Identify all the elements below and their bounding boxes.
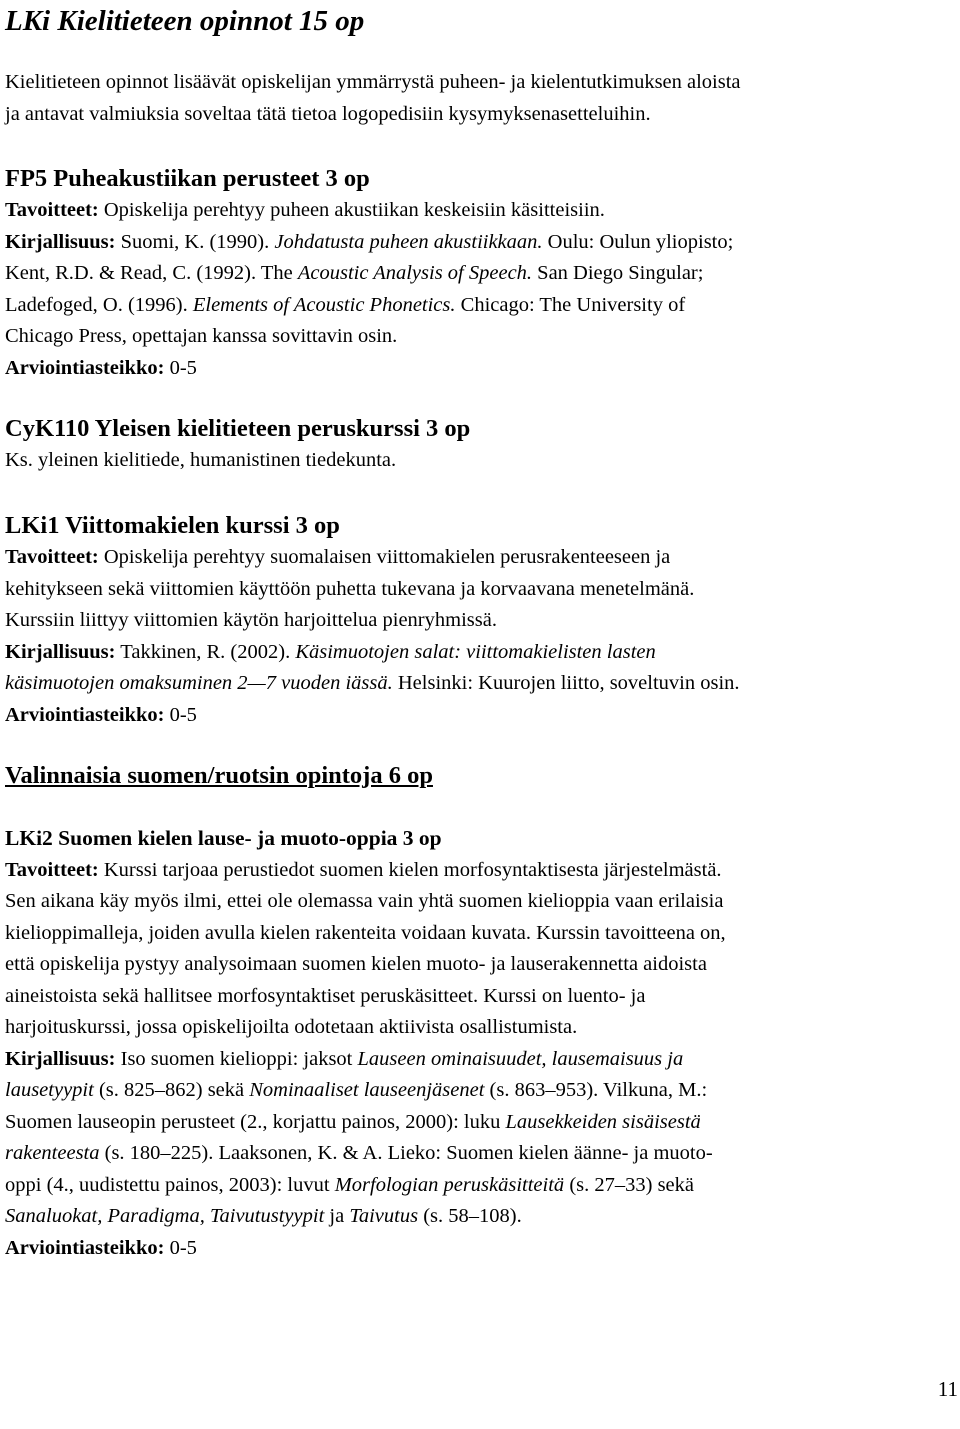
literature-title: Elements of Acoustic Phonetics. — [192, 293, 456, 316]
course-goals — [5, 195, 955, 227]
intro-paragraph — [5, 67, 955, 130]
course-heading: CyK110 Yleisen kielitieteen peruskurssi 3 op — [5, 415, 471, 442]
section-heading: Valinnaisia suomen/ruotsin opintoja 6 op — [5, 762, 433, 789]
optional-studies-section — [5, 761, 955, 791]
course-cyk110 — [5, 413, 955, 477]
literature-text: (s. 863–953). Vilkuna, M.: — [484, 1079, 708, 1101]
literature-title: Sanaluokat, Paradigma, Taivutustyypit — [5, 1205, 325, 1227]
goals-text: Kurssi tarjoaa perustiedot suomen kielen morfosyntaktisesta järjestelmästä. — [98, 858, 722, 881]
intro-line: Kielitieteen opinnot lisäävät opiskelijan ymmärrystä puheen- ja kielentutkimuksen aloista — [5, 71, 741, 93]
course-heading: LKi2 Suomen kielen lause- ja muoto-oppia 3 op — [5, 826, 442, 850]
literature-text: (s. 180–225). Laaksonen, K. & A. Lieko: Suomen kielen äänne- ja muoto- — [99, 1142, 713, 1164]
course-grading — [5, 700, 955, 732]
goals-label: Tavoitteet: — [5, 199, 99, 221]
literature-title: Nominaaliset lauseenjäsenet — [249, 1079, 485, 1101]
literature-text: Suomen lauseopin perusteet (2., korjattu painos, 2000): luku — [5, 1110, 506, 1133]
literature-title: Morfologian peruskäsitteitä — [334, 1173, 565, 1196]
literature-text: (s. 58–108). — [418, 1205, 522, 1227]
literature-text: Ladefoged, O. (1996). — [5, 293, 193, 316]
course-literature — [5, 668, 955, 700]
page-number: 11 — [937, 1377, 958, 1401]
goals-label: Tavoitteet: — [5, 546, 99, 568]
literature-title: lausetyypit — [5, 1079, 94, 1101]
grading-value: 0-5 — [164, 703, 197, 726]
course-goals: Sen aikana käy myös ilmi, ettei ole olemassa vain yhtä suomen kielioppia vaan erilaisia — [5, 890, 724, 912]
course-grading — [5, 1233, 955, 1265]
goals-label: Tavoitteet: — [5, 858, 99, 881]
course-goals: että opiskelija pystyy analysoimaan suomen kielen muoto- ja lauserakennetta aidoista — [5, 953, 707, 975]
literature-title: Lausekkeiden sisäisestä — [505, 1110, 701, 1133]
literature-text: oppi (4., uudistettu painos, 2003): luvut — [5, 1173, 335, 1196]
course-heading: LKi1 Viittomakielen kurssi 3 op — [5, 512, 340, 539]
course-goals: kehitykseen sekä viittomien käyttöön puhetta tukevana ja korvaavana menetelmänä. — [5, 577, 695, 600]
course-literature — [5, 1170, 955, 1202]
grading-label: Arviointiasteikko: — [5, 703, 165, 726]
course-heading: FP5 Puheakustiikan perusteet 3 op — [5, 165, 370, 192]
literature-label: Kirjallisuus: — [5, 1047, 116, 1070]
course-goals: harjoituskurssi, jossa opiskelijoilta odotetaan aktiivista osallistumista. — [5, 1016, 578, 1038]
literature-text: (s. 825–862) sekä — [93, 1079, 250, 1101]
grading-label: Arviointiasteikko: — [5, 356, 165, 379]
course-goals: kielioppimalleja, joiden avulla kielen rakenteita voidaan kuvata. Kurssin tavoitteena on, — [5, 921, 726, 944]
course-fp5 — [5, 163, 955, 384]
literature-text: (s. 27–33) sekä — [564, 1173, 694, 1196]
literature-title: Taivutus — [349, 1205, 419, 1227]
goals-text: Opiskelija perehtyy suomalaisen viittomakielen perusrakenteeseen ja — [98, 546, 671, 568]
course-literature — [5, 258, 955, 290]
literature-title: Acoustic Analysis of Speech. — [297, 262, 533, 284]
grading-label: Arviointiasteikko: — [5, 1236, 165, 1259]
literature-text: ja — [324, 1205, 350, 1227]
literature-text: Chicago: The University of — [455, 293, 686, 316]
course-literature — [5, 227, 955, 259]
literature-text: Iso suomen kielioppi: jaksot — [115, 1047, 358, 1070]
literature-text: Suomi, K. (1990). — [115, 230, 275, 253]
course-goals: Kurssiin liittyy viittomien käytön harjoittelua pienryhmissä. — [5, 609, 497, 631]
literature-title: Käsimuotojen salat: viittomakielisten lasten — [295, 640, 656, 663]
course-literature — [5, 1138, 955, 1170]
course-literature — [5, 1201, 955, 1233]
literature-title: rakenteesta — [5, 1142, 100, 1164]
course-lki2 — [5, 823, 955, 1264]
literature-title: Johdatusta puheen akustiikkaan. — [274, 230, 543, 253]
course-literature: Chicago Press, opettajan kanssa sovittavin osin. — [5, 325, 398, 347]
grading-value: 0-5 — [164, 1236, 197, 1259]
grading-value: 0-5 — [164, 356, 197, 379]
course-goals — [5, 855, 955, 887]
page-title: LKi Kielitieteen opinnot 15 op — [5, 5, 365, 37]
course-literature — [5, 1075, 955, 1107]
literature-text: Helsinki: Kuurojen liitto, soveltuvin osin. — [392, 672, 740, 694]
course-grading — [5, 353, 955, 385]
literature-label: Kirjallisuus: — [5, 640, 116, 663]
course-lki1 — [5, 510, 955, 731]
literature-label: Kirjallisuus: — [5, 230, 116, 253]
course-literature — [5, 637, 955, 669]
literature-title: käsimuotojen omaksuminen 2—7 vuoden iässä. — [5, 672, 393, 694]
course-literature — [5, 290, 955, 322]
course-note: Ks. yleinen kielitiede, humanistinen tiedekunta. — [5, 449, 397, 471]
literature-text: Kent, R.D. & Read, C. (1992). The — [5, 262, 298, 284]
course-goals — [5, 542, 955, 574]
course-literature — [5, 1107, 955, 1139]
course-goals: aineistoista sekä hallitsee morfosyntaktiset peruskäsitteet. Kurssi on luento- ja — [5, 984, 646, 1007]
course-literature — [5, 1044, 955, 1076]
literature-text: Oulu: Oulun yliopisto; — [542, 230, 734, 253]
intro-line: ja antavat valmiuksia soveltaa tätä tietoa logopedisiin kysymyksenasetteluihin. — [5, 102, 651, 125]
literature-text: San Diego Singular; — [532, 262, 704, 284]
literature-title: Lauseen ominaisuudet, lausemaisuus ja — [357, 1047, 684, 1070]
literature-text: Takkinen, R. (2002). — [115, 640, 296, 663]
goals-text: Opiskelija perehtyy puheen akustiikan keskeisiin käsitteisiin. — [98, 199, 605, 221]
